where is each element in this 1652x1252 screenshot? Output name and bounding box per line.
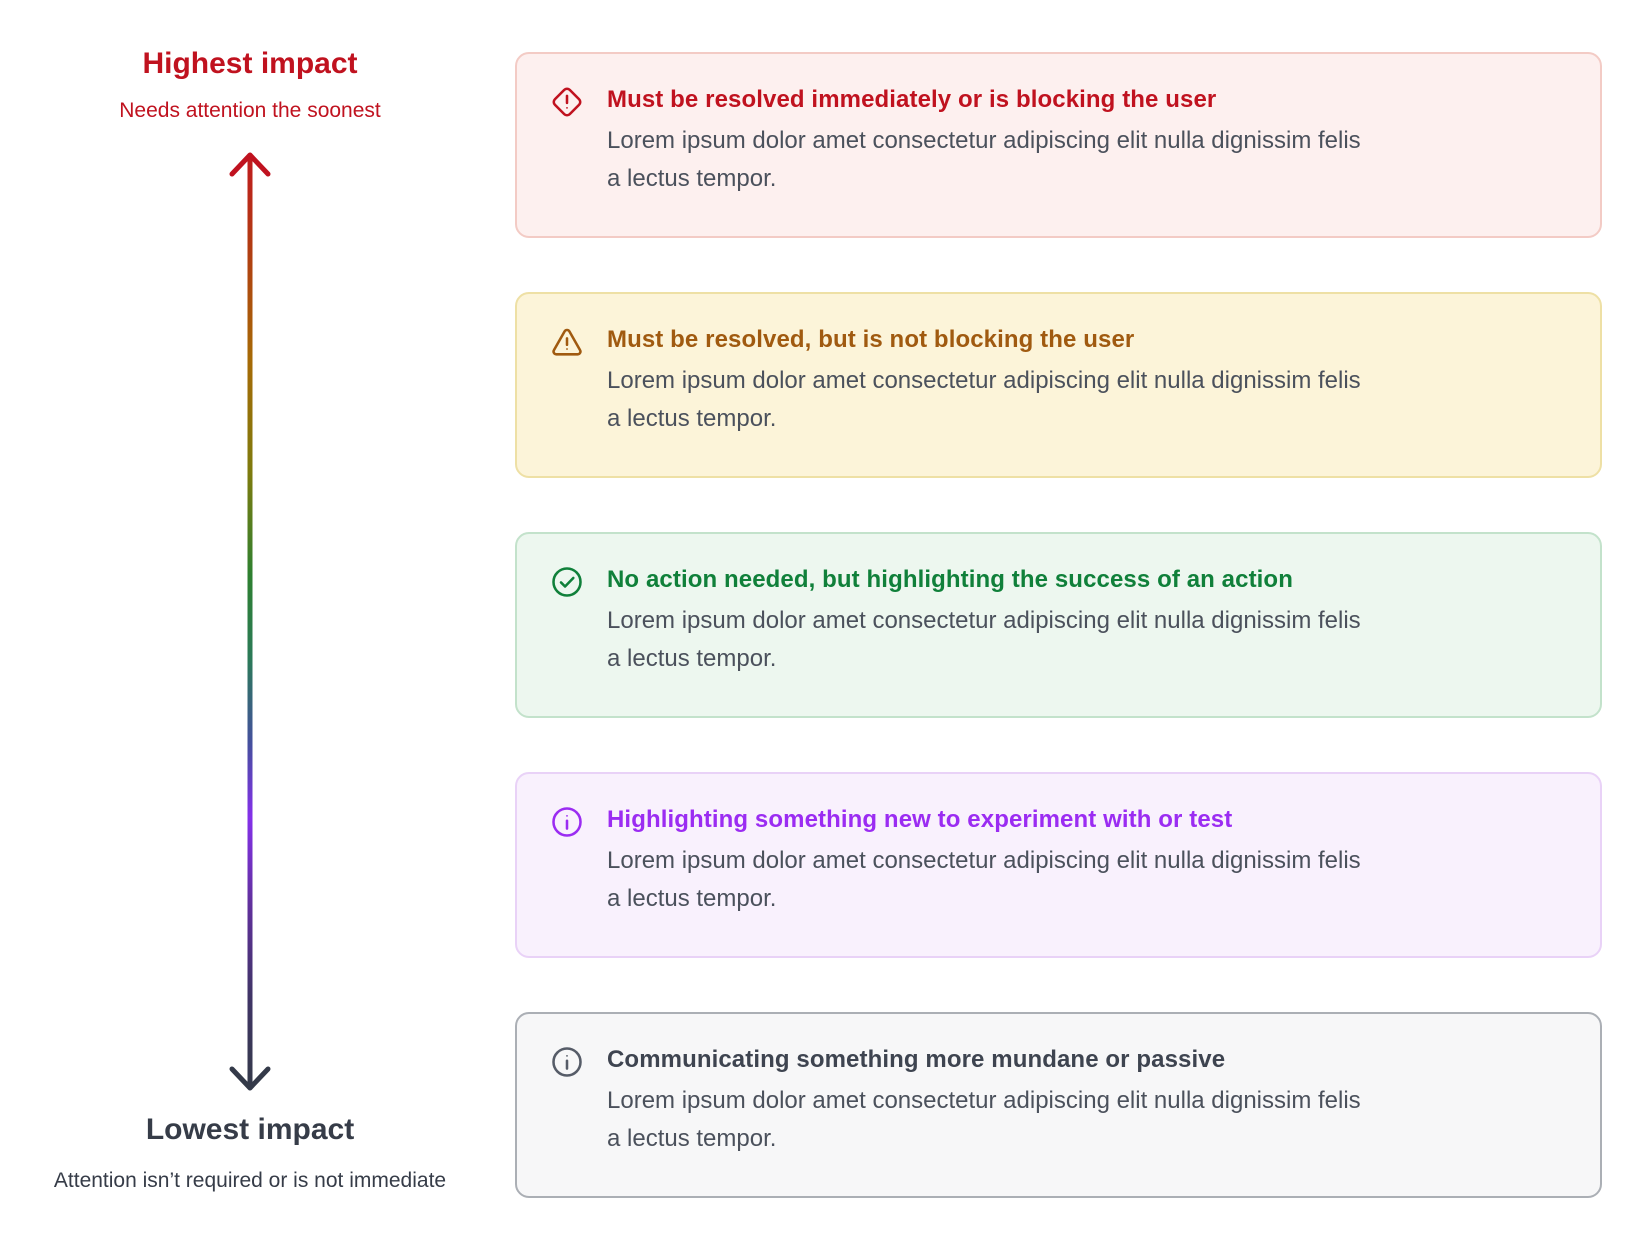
card-title: No action needed, but highlighting the success of an action	[607, 566, 1293, 593]
card-title: Must be resolved immediately or is blocking the user	[607, 86, 1217, 113]
impact-axis	[0, 0, 500, 1248]
axis-top-label: Highest impact	[142, 47, 358, 80]
alert-card-success	[515, 532, 1602, 718]
info-circle-icon	[549, 1044, 585, 1080]
card-body: Lorem ipsum dolor amet consectetur adipiscing elit nulla dignissim felis a lectus tempor.	[607, 127, 1361, 192]
info-circle-icon	[549, 804, 585, 840]
card-body: Lorem ipsum dolor amet consectetur adipiscing elit nulla dignissim felis a lectus tempor.	[607, 1087, 1361, 1152]
alert-cards-list	[515, 52, 1602, 1252]
card-body: Lorem ipsum dolor amet consectetur adipiscing elit nulla dignissim felis a lectus tempor.	[607, 367, 1361, 432]
check-circle-icon	[549, 564, 585, 600]
axis-bottom-sublabel: Attention isn’t required or is not immediate	[53, 1169, 447, 1192]
warning-triangle-icon	[549, 324, 585, 360]
card-title: Communicating something more mundane or passive	[607, 1046, 1226, 1073]
alert-card-critical	[515, 52, 1602, 238]
card-title: Must be resolved, but is not blocking the user	[607, 326, 1135, 353]
card-body: Lorem ipsum dolor amet consectetur adipiscing elit nulla dignissim felis a lectus tempor.	[607, 607, 1361, 672]
card-body: Lorem ipsum dolor amet consectetur adipiscing elit nulla dignissim felis a lectus tempor.	[607, 847, 1361, 912]
alert-card-neutral	[515, 1012, 1602, 1198]
card-title: Highlighting something new to experiment with or test	[607, 806, 1233, 833]
alert-diamond-icon	[549, 84, 585, 120]
alert-card-new-experiment	[515, 772, 1602, 958]
impact-axis-arrow	[210, 144, 290, 1100]
alert-card-warning	[515, 292, 1602, 478]
axis-bottom-label: Lowest impact	[145, 1113, 355, 1146]
axis-top-sublabel: Needs attention the soonest	[119, 99, 381, 122]
